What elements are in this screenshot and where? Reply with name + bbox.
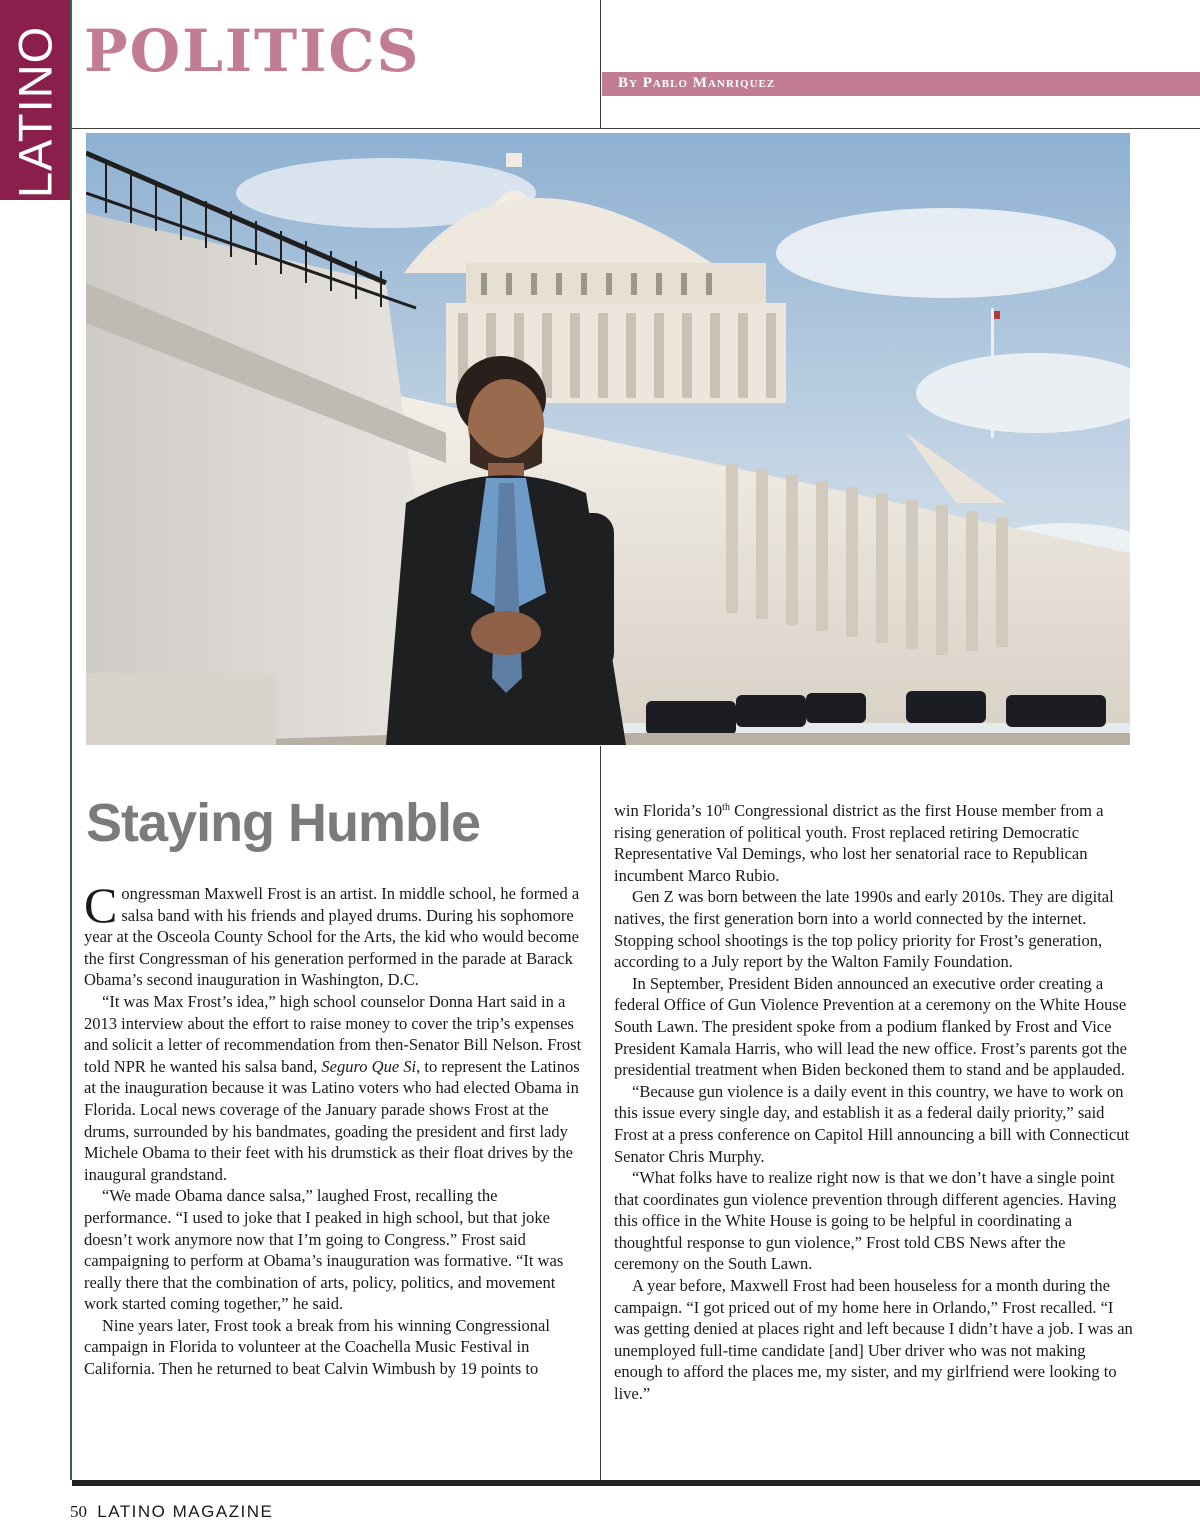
article-paragraph: “We made Obama dance salsa,” laughed Frost, recalling the performance. “I used to joke that I peaked in high school, but that joke doesn’t work anymore now that I’m going to Congress.” Frost said campaigning to perform at Obama’s inauguration was formative. “It was really there that the combination of arts, policy, politics, and movement work started coming together,” he said. xyxy=(84,1186,564,1314)
footer-rule xyxy=(72,1480,1200,1486)
section-tab xyxy=(0,0,70,200)
article-paragraph: In September, President Biden announced an executive order creating a federal Office of Gun Violence Prevention at a ceremony on the White House South Lawn. The president spoke from a podium flanked by Frost and Vice President Kamala Harris, who will lead the new office. Frost’s parents got the presidential treatment when Biden beckoned them to stand and be applauded. xyxy=(614,973,1127,1080)
header-rule xyxy=(72,128,1200,129)
paragraph-text: Congressional district as the first House member from a rising generation of political youth. Frost replaced retiring Democratic Representative Val Demings, who lost her senatorial race to Republican incumbent Marco Rubio. xyxy=(614,801,1104,885)
article-headline: Staying Humble xyxy=(86,793,481,853)
article-paragraph: A year before, Maxwell Frost had been houseless for a month during the campaign. “I got priced out of my home here in Orlando,” Frost recalled. “I was getting denied at places right and left because I didn’t have a job. I was an unemployed full-time candidate [and] Uber driver who was not making enough to afford the places me, my sister, and my girlfriend were looking to live.” xyxy=(614,1276,1133,1404)
section-title: POLITICS xyxy=(84,17,421,85)
header-divider xyxy=(600,0,601,128)
paragraph-text: , to represent the Latinos at the inauguration because it was Latino voters who had elected Obama in Florida. Local news coverage of the January parade shows Frost at the drums, surrounded by his bandmates, goading the president and first lady Michele Obama to their feet with his drumstick as their float drives by the inaugural grandstand. xyxy=(84,1056,580,1184)
article-column-left xyxy=(84,877,589,1380)
page-footer xyxy=(70,1502,273,1522)
article-paragraph xyxy=(614,800,1134,886)
byline-bar xyxy=(602,72,1200,96)
left-rule xyxy=(70,0,72,1480)
hero-photo xyxy=(86,133,1130,745)
article-paragraph: “What folks have to realize right now is that we don’t have a single point that coordinates gun violence prevention through different agencies. Having this office in the White House is going to be helpful in coordinating a thoughtful response to gun violence,” Frost told CBS News after the ceremony on the South Lawn. xyxy=(614,1168,1117,1274)
column-divider xyxy=(600,746,601,1482)
section-tab-label: LATINO xyxy=(8,25,62,199)
drop-cap: C xyxy=(84,877,118,933)
page-number: 50 xyxy=(70,1502,87,1521)
article-paragraph xyxy=(84,877,589,991)
article-paragraph xyxy=(84,991,589,1185)
paragraph-text: “It was Max Frost’s idea,” high school counselor Donna Hart said in a 2013 interview about the effort to raise money to cover the trip’s expenses and solicit a letter of recommendation from then-Senator Bill Nelson. Frost told NPR he wanted his salsa band, xyxy=(84,991,582,1076)
article-paragraph: Gen Z was born between the late 1990s and early 2010s. They are digital natives, the first generation born into a world connected by the internet. Stopping school shootings is the top policy priority for Frost’s generation, according to a July report by the Walton Family Foundation. xyxy=(614,887,1114,972)
ordinal-suffix: th xyxy=(722,802,730,813)
paragraph-text: ongressman Maxwell Frost is an artist. In middle school, he formed a salsa band with his friends and played drums. During his sophomore year at the Osceola County School for the Arts, the kid who would become the first Congressman of his generation performed in the parade at Barack Obama’s second inauguration in Washington, D.C. xyxy=(84,884,580,990)
band-name: Seguro Que Si xyxy=(321,1056,417,1076)
magazine-name: LATINO MAGAZINE xyxy=(97,1502,274,1521)
article-column-right xyxy=(614,800,1134,1405)
paragraph-text: win Florida’s 10 xyxy=(614,801,723,820)
byline: By Pablo Manriquez xyxy=(618,75,776,91)
article-paragraph: Nine years later, Frost took a break from his winning Congressional campaign in Florida to volunteer at the Coachella Music Festival in California. Then he returned to beat Calvin Wimbush by 19 points to xyxy=(84,1315,550,1379)
article-paragraph: “Because gun violence is a daily event in this country, we have to work on this issue every single day, and establish it as a federal daily priority,” said Frost at a press conference on Capitol Hill announcing a bill with Connecticut Senator Chris Murphy. xyxy=(614,1081,1130,1166)
capitol-photo-illustration xyxy=(86,133,1130,745)
